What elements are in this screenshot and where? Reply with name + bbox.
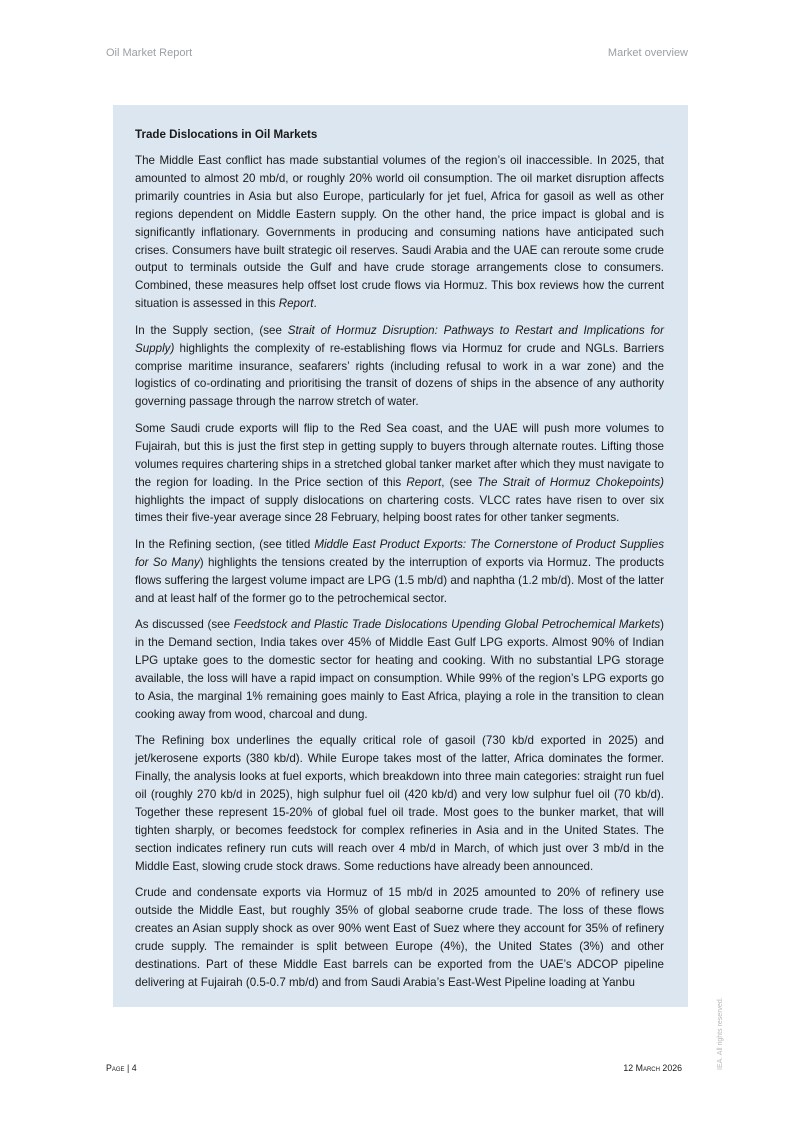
date-year: 2026 [659,1063,682,1073]
info-box [113,105,688,1007]
p4-text-a: In the Refining section, (see titled [135,537,315,551]
p3-italic-1: Report [406,475,442,489]
page-number-value: 4 [131,1063,137,1073]
p3-text-b: , (see [441,475,478,489]
p1-end: . [313,297,317,311]
paragraph-7: Crude and condensate exports via Hormuz of 15 mb/d in 2025 amounted to 20% of refinery use outside the Middle East, but roughly 35% of global seaborne crude trade. The loss of these flows creates an Asian supply shock as over 90% went East of Suez where they account for 35% of refinery crude supply. The remainder is split between Europe (4%), the United States (3%) and other destinations. Part of these Middle East barrels can be exported from the UAE’s ADCOP pipeline delivering at Fujairah (0.5-0.7 mb/d) and from Saudi Arabia’s East-West Pipeline loading at Yanbu [135,886,664,989]
p2-italic: Strait of Hormuz Disruption: Pathways to Restart and Implications for Supply) [135,323,664,355]
page-separator: | [124,1063,132,1073]
p1-italic: Report [278,297,314,311]
box-title: Trade Dislocations in Oil Markets [135,128,318,141]
paragraph-6: The Refining box underlines the equally critical role of gasoil (730 kb/d exported in 2025) and jet/kerosene exports (380 kb/d). While Europe takes most of the latter, Africa dominates the former. Finally, the analysis looks at fuel exports, which breakdown into three main categories: straight run fuel oil (roughly 270 kb/d in 2025), high sulphur fuel oil (420 kb/d) and very low sulphur fuel oil (70 kb/d). Together these represent 15-20% of global fuel oil trade. Most goes to the bunker market, that will tighten sharply, or becomes feedstock for complex refineries in Asia and in the United States. The section indicates refinery run cuts will reach over 4 mb/d in March, of which just over 3 mb/d in the Middle East, slowing crude stock draws. Some reductions have already been announced. [135,734,664,873]
header-report-title: Oil Market Report [106,47,193,59]
paragraph-2 [135,322,664,412]
report-date [623,1063,682,1073]
p5-italic: Feedstock and Plastic Trade Dislocations Upending Global Petrochemical Markets [233,618,661,632]
p2-text-b: highlights the complexity of re-establishing flows via Hormuz for crude and NGLs. Barriers comprise maritime insurance, seafarers’ rights (including refusal to work in a war zone) and the logistics of co-ordinating and prioritising the transit of dozens of ships in the absence of any authority governing passage through the narrow stretch of water. [135,341,664,409]
p5-text-a: As discussed (see [135,618,234,632]
copyright-note: IEA. All rights reserved. [717,997,724,1070]
p3-text-c: highlights the impact of supply dislocations on chartering costs. VLCC rates have risen to over six times their five-year average since 28 February, helping boost rates for other tanker segments. [135,493,664,525]
p3-text-a: Some Saudi crude exports will flip to the Red Sea coast, and the UAE will push more volumes to Fujairah, but this is just the first step in getting supply to buyers through alternate routes. Lifting those volumes requires chartering ships in a stretched global tanker market after which they must navigate to the region for loading. In the Price section of this [135,421,664,489]
p1-text: The Middle East conflict has made substantial volumes of the region’s oil inaccessible. In 2025, that amounted to almost 20 mb/d, or roughly 20% world oil consumption. The oil market disruption affects primarily countries in Asia but also Europe, particularly for jet fuel, Africa for gasoil as well as other regions dependent on Middle Eastern supply. On the other hand, the price impact is global and is significantly inflationary. Governments in producing and consuming nations have anticipated such crises. Consumers have built strategic oil reserves. Saudi Arabia and the UAE can reroute some crude output to terminals outside the Gulf and have crude storage arrangements close to consumers. Combined, these measures help offset lost crude flows via Hormuz. This box reviews how the current situation is assessed in this [135,154,664,311]
paragraph-5 [135,616,664,723]
paragraph-1 [135,152,664,313]
p2-text-a: In the Supply section, (see [135,323,288,337]
p4-text-b: ) highlights the tensions created by the interruption of exports via Hormuz. The products flows suffering the largest volume impact are LPG (1.5 mb/d) and naphtha (1.2 mb/d). Most of the latter and at least half of the former go to the petrochemical sector. [135,555,664,605]
p4-italic: Middle East Product Exports: The Cornerstone of Product Supplies for So Many [135,537,664,569]
page-label: Page [106,1063,125,1073]
header-section-title: Market overview [607,47,688,59]
paragraph-3 [135,420,664,527]
page-number [106,1063,137,1073]
p3-italic-2: The Strait of Hormuz Chokepoints) [477,475,664,489]
paragraph-4 [135,536,664,608]
date-day: 12 [623,1063,636,1073]
p5-text-b: ) in the Demand section, India takes over 45% of Middle East Gulf LPG exports. Almost 90% of Indian LPG uptake goes to the domestic sector for heating and cooking. With no substantial LPG storage available, the loss will have a rapid impact on consumption. While 99% of the region’s LPG exports go to Asia, the marginal 1% remaining goes mainly to East Africa, playing a role in the transition to clean cooking away from wood, charcoal and dung. [135,618,664,721]
date-month: March [635,1063,660,1073]
